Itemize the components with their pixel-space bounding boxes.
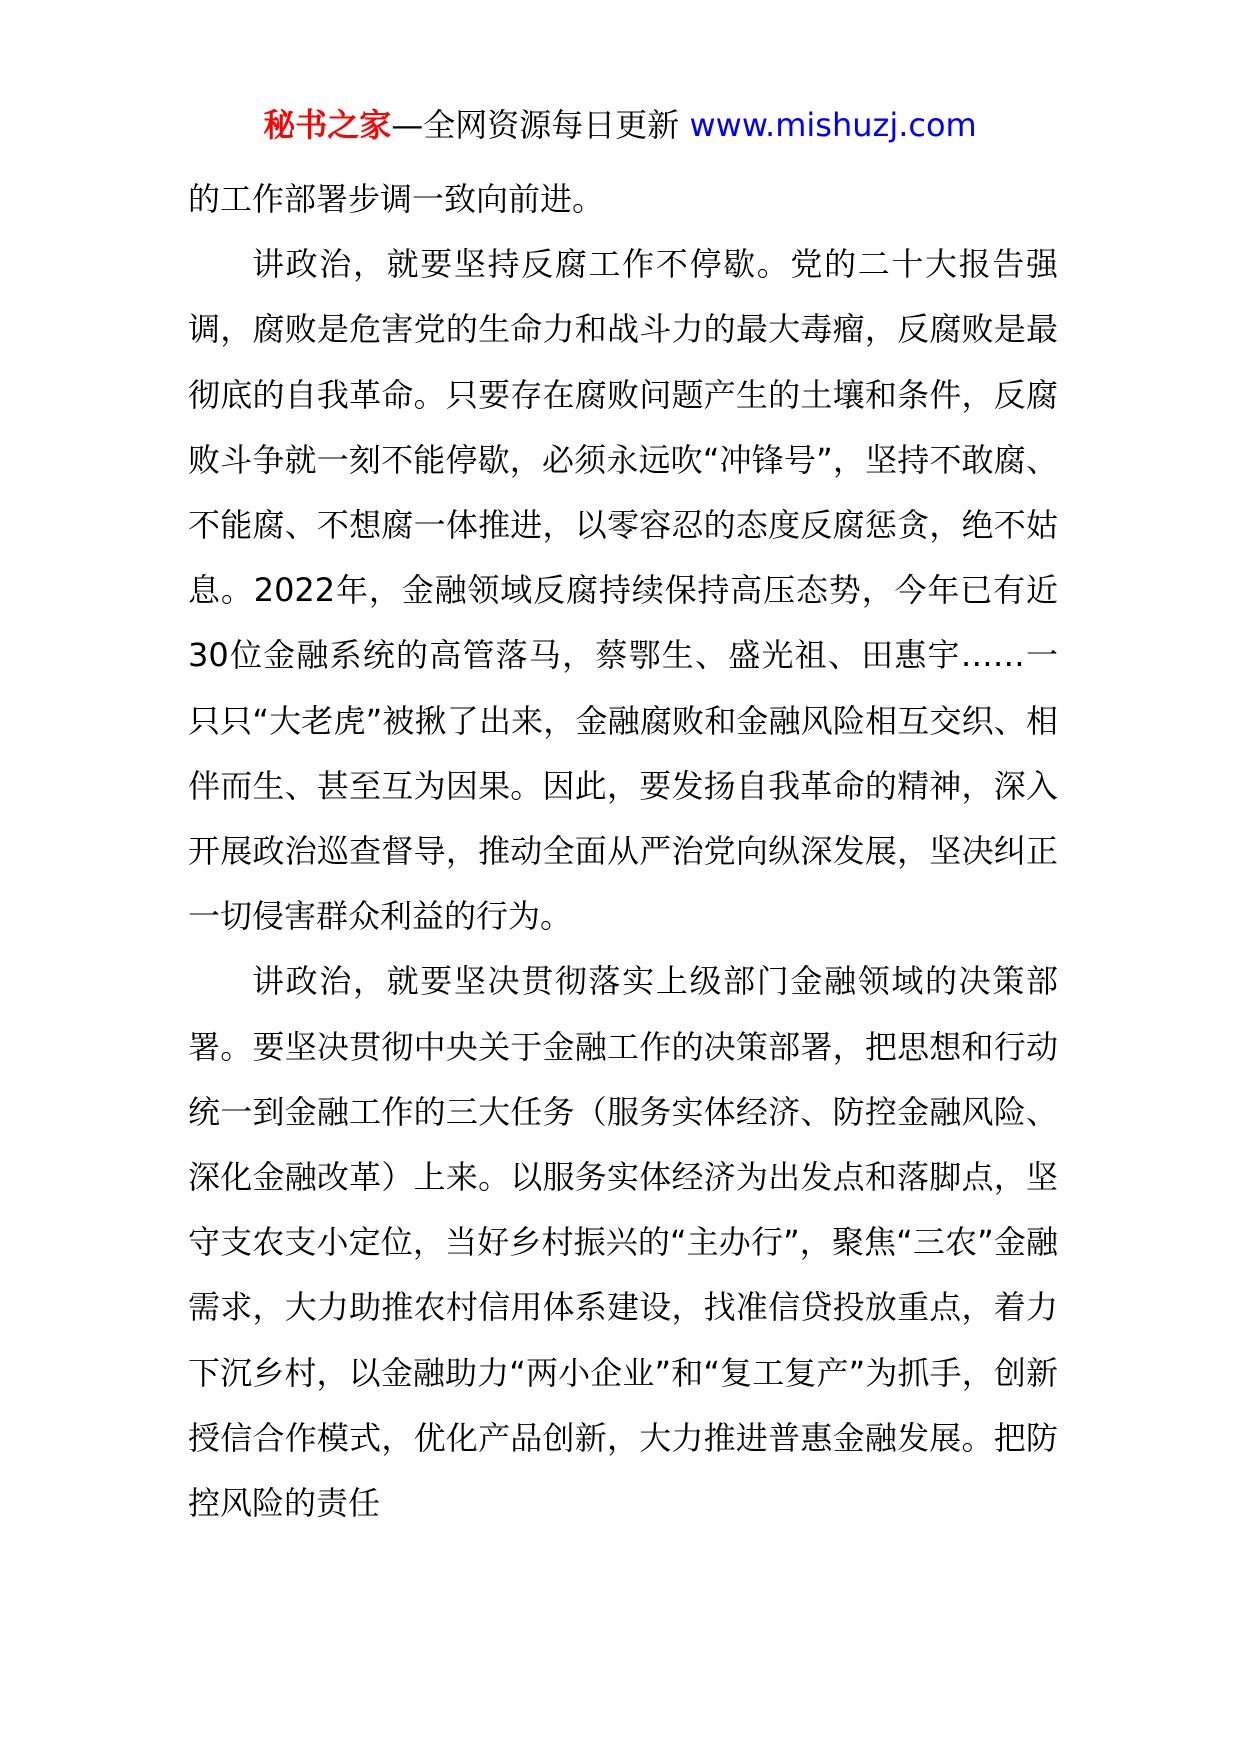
site-header [0,103,1240,147]
paragraph-policy-implementation: 讲政治，就要坚决贯彻落实上级部门金融领域的决策部署。要坚决贯彻中央关于金融工作的决策部署，把思想和行动统一到金融工作的三大任务（服务实体经济、防控金融风险、深化金融改革）上来。以服务实体经济为出发点和落脚点，坚守支农支小定位，当好乡村振兴的“主办行”，聚焦“三农”金融需求，大力助推农村信用体系建设，找准信贷投放重点，着力下沉乡村，以金融助力“两小企业”和“复工复产”为抓手，创新授信合作模式，优化产品创新，大力推进普惠金融发展。把防控风险的责任 [188,962,1058,1523]
paragraph-anti-corruption: 讲政治，就要坚持反腐工作不停歇。党的二十大报告强调，腐败是危害党的生命力和战斗力的最大毒瘤，反腐败是最彻底的自我革命。只要存在腐败问题产生的土壤和条件，反腐败斗争就一刻不能停歇，必须永远吹“冲锋号”，坚持不敢腐、不能腐、不想腐一体推进，以零容忍的态度反腐惩贪，绝不姑息。2022年，金融领域反腐持续保持高压态势，今年已有近30位金融系统的高管落马，蔡鄂生、盛光祖、田惠宇……一只只“大老虎”被揪了出来，金融腐败和金融风险相互交织、相伴而生、甚至互为因果。因此，要发扬自我革命的精神，深入开展政治巡查督导，推动全面从严治党向纵深发展，坚决纠正一切侵害群众利益的行为。 [188,245,1058,936]
site-url-link[interactable]: www.mishuzj.com [689,106,977,144]
site-brand: 秘书之家 [263,106,392,144]
paragraph-continuation: 的工作部署步调一致向前进。 [188,180,605,218]
site-tagline: —全网资源每日更新 [391,106,680,144]
document-body [188,167,1058,1536]
